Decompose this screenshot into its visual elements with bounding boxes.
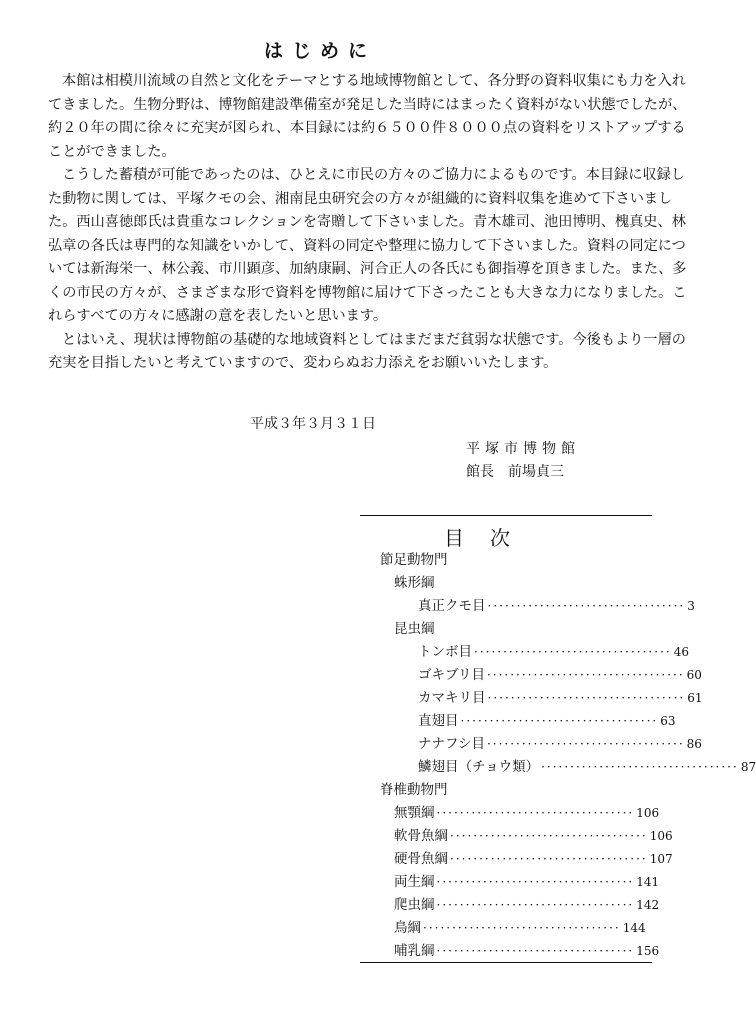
toc-entry-page: 3 (687, 599, 695, 613)
toc-top-rule (360, 515, 652, 516)
leader-dots: ·································· (436, 944, 635, 958)
toc-entry-page: 141 (636, 875, 660, 889)
introduction-text (48, 70, 698, 376)
leader-dots: ·································· (450, 852, 648, 866)
organization-name: 平塚市博物館 (466, 441, 580, 457)
toc-entry-label: カマキリ目 (418, 690, 486, 706)
toc-entry (380, 801, 660, 824)
director-role: 館長 (466, 464, 494, 480)
paragraph: 本館は相模川流域の自然と文化をテーマとする地域博物館として、各分野の資料収集にも力を入れてきました。生物分野は、博物館建設準備室が発足した当時にはまったく資料がない状態でしたが、約２０年の間に徐々に充実が図られ、本目録には約６５００件８０００点の資料をリストアップすることができました。 (48, 73, 687, 160)
toc-title: 目次 (444, 526, 536, 550)
toc-entry (380, 617, 620, 640)
toc-entry (380, 824, 673, 847)
toc-entry (380, 686, 703, 709)
toc-entry (380, 847, 673, 870)
leader-dots: ·································· (486, 668, 685, 682)
leader-dots: ·································· (436, 875, 635, 889)
leader-dots: ·································· (423, 921, 621, 935)
leader-dots: ·································· (487, 691, 686, 705)
toc-entry (380, 571, 620, 594)
leader-dots: ·································· (460, 714, 659, 728)
toc-entry (380, 663, 702, 686)
toc-entry-page: 142 (636, 898, 660, 912)
director-name: 前場貞三 (508, 464, 564, 480)
toc-entry (380, 893, 660, 916)
paragraph: とはいえ、現状は博物館の基礎的な地域資料としてはまだまだ貧弱な状態です。今後もより一層の充実を目指したいと考えていますので、変わらぬお力添えをお願いいたします。 (48, 331, 686, 371)
leader-dots: ·································· (450, 829, 648, 843)
table-of-contents (380, 548, 756, 962)
toc-entry (380, 939, 660, 962)
toc-entry (380, 870, 660, 893)
paragraph: こうした蓄積が可能であったのは、ひとえに市民の方々のご協力によるものです。本目録に収録した動物に関しては、平塚クモの会、湘南昆虫研究会の方々が組織的に資料収集を進めて下さいました。西山喜徳郎氏は貴重なコレクションを寄贈して下さいました。青木雄司、池田博明、槐真史、林弘章の各氏は専門的な知識をいかして、資料の同定や整理に協力して下さいました。資料の同定については新海栄一、林公義、市川顕彦、加納康嗣、河合正人の各氏にも御指導を頂きました。また、多くの市民の方々が、さまざまな形で資料を博物館に届けて下さったことも大きな力になりました。これらすべての方々に感謝の意を表したいと思います。 (48, 167, 687, 324)
toc-entry-label: 哺乳綱 (394, 943, 435, 959)
toc-entry-page: 63 (660, 714, 676, 728)
toc-entry (380, 732, 702, 755)
director-signature (466, 461, 564, 481)
toc-entry-label: 軟骨魚綱 (394, 828, 448, 844)
toc-entry (380, 640, 689, 663)
toc-entry-label: 両生綱 (394, 874, 435, 890)
toc-bottom-rule (360, 962, 652, 963)
toc-entry (380, 755, 756, 778)
page-title: はじめに (263, 40, 376, 62)
toc-entry-label: 無顎綱 (394, 805, 435, 821)
toc-entry (380, 548, 620, 571)
toc-entry-page: 46 (673, 645, 689, 659)
toc-entry-label: 昆虫綱 (394, 621, 435, 637)
leader-dots: ·································· (474, 645, 672, 659)
toc-entry-page: 87 (740, 760, 756, 774)
toc-entry (380, 916, 646, 939)
toc-entry-label: トンボ目 (418, 644, 472, 660)
toc-entry-label: 直翅目 (418, 713, 459, 729)
toc-entry (380, 709, 676, 732)
toc-entry-page: 106 (649, 829, 673, 843)
toc-entry-label: 節足動物門 (380, 552, 448, 568)
toc-entry-page: 106 (636, 806, 660, 820)
toc-entry-page: 156 (636, 944, 660, 958)
toc-entry-label: 脊椎動物門 (380, 782, 448, 798)
toc-entry-label: 鱗翅目（チョウ類） (418, 759, 540, 775)
toc-entry-label: ナナフシ目 (418, 736, 485, 752)
toc-entry-label: 爬虫綱 (394, 897, 435, 913)
date: 平成３年３月３１日 (250, 416, 376, 432)
toc-entry-label: 硬骨魚綱 (394, 851, 448, 867)
toc-entry-label: 蛛形綱 (394, 575, 435, 591)
leader-dots: ·································· (487, 599, 686, 613)
toc-entry-label: 鳥綱 (394, 920, 421, 936)
toc-entry (380, 778, 620, 801)
leader-dots: ·································· (436, 806, 635, 820)
toc-entry (380, 594, 695, 617)
toc-entry-page: 144 (622, 921, 646, 935)
leader-dots: ·································· (486, 737, 685, 751)
toc-entry-page: 60 (686, 668, 702, 682)
toc-entry-page: 107 (649, 852, 673, 866)
leader-dots: ·································· (541, 760, 739, 774)
toc-entry-label: ゴキブリ目 (418, 667, 485, 683)
toc-entry-page: 86 (686, 737, 702, 751)
toc-entry-label: 真正クモ目 (418, 598, 486, 614)
toc-entry-page: 61 (687, 691, 703, 705)
leader-dots: ·································· (436, 898, 635, 912)
